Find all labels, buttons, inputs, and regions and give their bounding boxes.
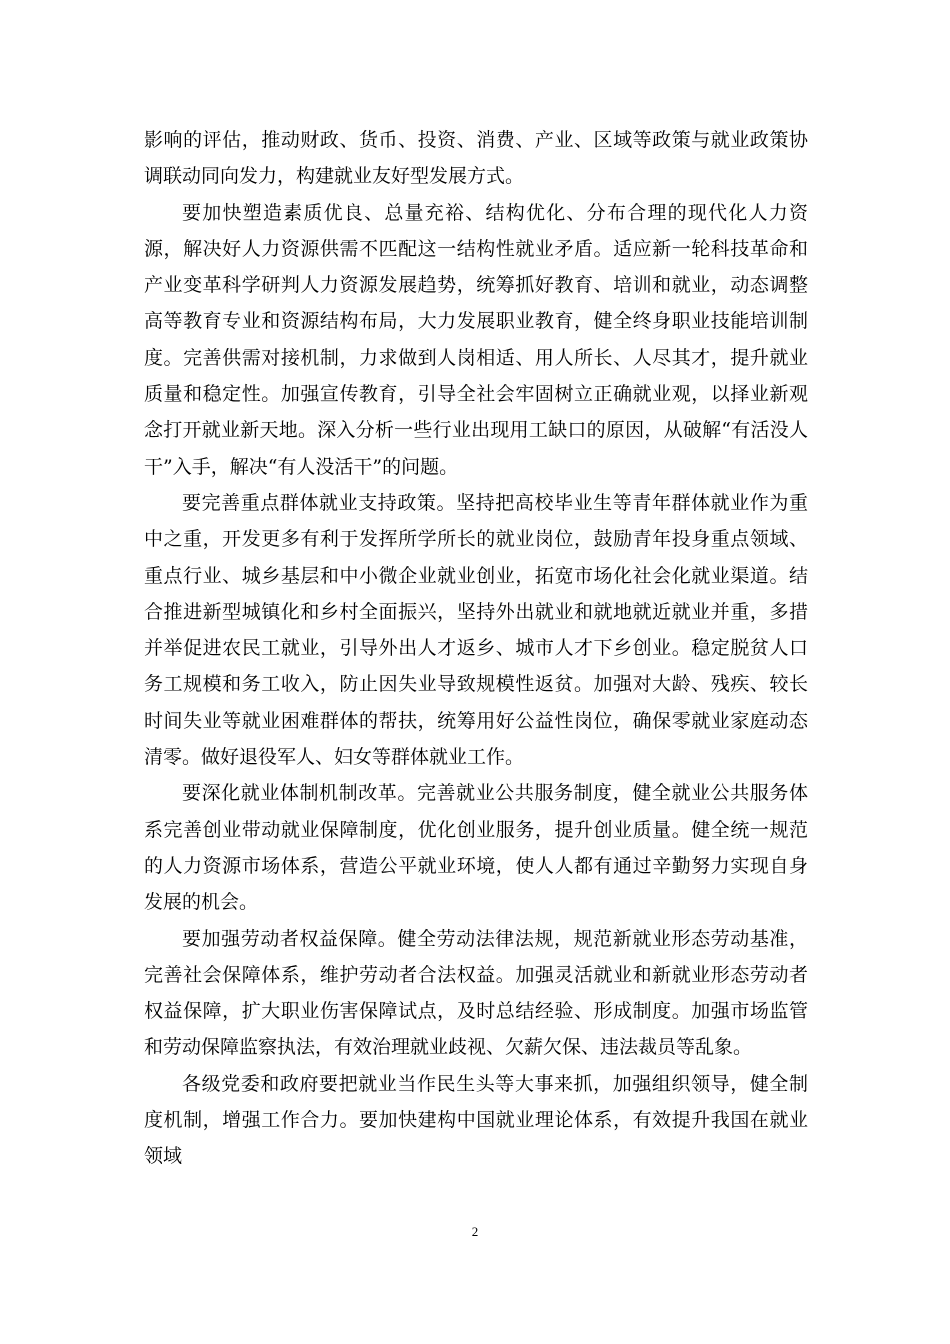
paragraph-continuation: 影响的评估，推动财政、货币、投资、消费、产业、区域等政策与就业政策协调联动同向发力，构建就业友好型发展方式。 xyxy=(144,129,808,188)
document-body xyxy=(144,122,808,1175)
paragraph-party-government: 各级党委和政府要把就业当作民生头等大事来抓，加强组织领导，健全制度机制，增强工作合力。要加快建构中国就业理论体系，有效提升我国在就业领域 xyxy=(144,1072,808,1168)
paragraph-key-groups: 要完善重点群体就业支持政策。坚持把高校毕业生等青年群体就业作为重中之重，开发更多有利于发挥所学所长的就业岗位，鼓励青年投身重点领域、重点行业、城乡基层和中小微企业就业创业，拓宽市场化社会化就业渠道。结合推进新型城镇化和乡村全面振兴，坚持外出就业和就地就近就业并重，多措并举促进农民工就业，引导外出人才返乡、城市人才下乡创业。稳定脱贫人口务工规模和务工收入，防止因失业导致规模性返贫。加强对大龄、残疾、较长时间失业等就业困难群体的帮扶，统筹用好公益性岗位，确保零就业家庭动态清零。做好退役军人、妇女等群体就业工作。 xyxy=(144,491,808,769)
paragraph-reform: 要深化就业体制机制改革。完善就业公共服务制度，健全就业公共服务体系完善创业带动就业保障制度，优化创业服务，提升创业质量。健全统一规范的人力资源市场体系，营造公平就业环境，使人人都有通过辛勤努力实现自身发展的机会。 xyxy=(144,782,808,914)
paragraph-human-resources: 要加快塑造素质优良、总量充裕、结构优化、分布合理的现代化人力资源，解决好人力资源供需不匹配这一结构性就业矛盾。适应新一轮科技革命和产业变革科学研判人力资源发展趋势，统筹抓好教育、培训和就业，动态调整高等教育专业和资源结构布局，大力发展职业教育，健全终身职业技能培训制度。完善供需对接机制，力求做到人岗相适、用人所长、人尽其才，提升就业质量和稳定性。加强宣传教育，引导全社会牢固树立正确就业观，以择业新观念打开就业新天地。深入分析一些行业出现用工缺口的原因，从破解“有活没人干”入手，解决“有人没活干”的问题。 xyxy=(144,201,808,478)
page-number: 2 xyxy=(471,1224,479,1239)
paragraph-worker-rights: 要加强劳动者权益保障。健全劳动法律法规，规范新就业形态劳动基准，完善社会保障体系，维护劳动者合法权益。加强灵活就业和新就业形态劳动者权益保障，扩大职业伤害保障试点，及时总结经验、形成制度。加强市场监管和劳动保障监察执法，有效治理就业歧视、欠薪欠保、违法裁员等乱象。 xyxy=(144,927,808,1059)
